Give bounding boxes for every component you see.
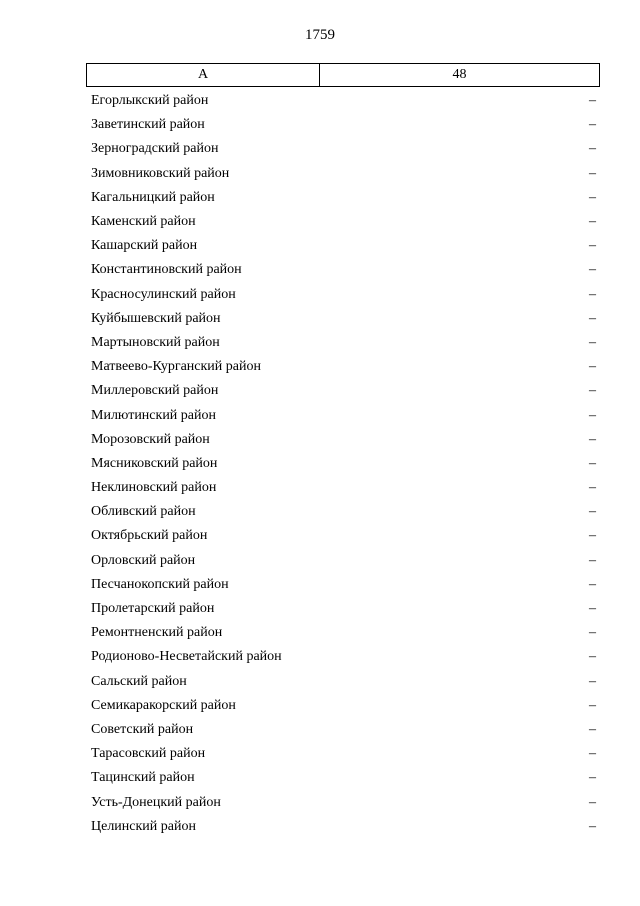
district-value: – bbox=[589, 238, 596, 254]
table-row bbox=[91, 766, 596, 790]
district-name: Целинский район bbox=[91, 818, 196, 834]
table-row bbox=[91, 186, 596, 210]
table-row bbox=[91, 476, 596, 500]
page-number: 1759 bbox=[305, 27, 335, 43]
district-name: Усть-Донецкий район bbox=[91, 794, 221, 810]
table-row bbox=[91, 500, 596, 524]
district-name: Куйбышевский район bbox=[91, 310, 221, 326]
table-row bbox=[91, 597, 596, 621]
district-name: Егорлыкский район bbox=[91, 93, 209, 109]
district-name: Обливский район bbox=[91, 504, 196, 520]
table-row bbox=[91, 790, 596, 814]
table-row bbox=[91, 645, 596, 669]
district-name: Морозовский район bbox=[91, 431, 210, 447]
table-row bbox=[91, 403, 596, 427]
table-row bbox=[91, 694, 596, 718]
district-value: – bbox=[589, 334, 596, 350]
district-value: – bbox=[589, 93, 596, 109]
table-row bbox=[91, 355, 596, 379]
district-name: Родионово-Несветайский район bbox=[91, 649, 282, 665]
district-value: – bbox=[589, 576, 596, 592]
district-value: – bbox=[589, 528, 596, 544]
district-name: Сальский район bbox=[91, 673, 187, 689]
table-row bbox=[91, 524, 596, 548]
table-row bbox=[91, 162, 596, 186]
district-name: Октябрьский район bbox=[91, 528, 208, 544]
table-header bbox=[86, 63, 600, 87]
table-row bbox=[91, 258, 596, 282]
district-name: Ремонтненский район bbox=[91, 625, 223, 641]
table-row bbox=[91, 307, 596, 331]
header-column-a: А bbox=[87, 64, 320, 86]
district-name: Неклиновский район bbox=[91, 480, 217, 496]
district-value: – bbox=[589, 286, 596, 302]
district-name: Матвеево-Курганский район bbox=[91, 359, 261, 375]
district-value: – bbox=[589, 697, 596, 713]
table-row bbox=[91, 113, 596, 137]
district-value: – bbox=[589, 770, 596, 786]
district-name: Орловский район bbox=[91, 552, 196, 568]
district-value: – bbox=[589, 504, 596, 520]
district-value: – bbox=[589, 141, 596, 157]
district-name: Заветинский район bbox=[91, 117, 205, 133]
table-row bbox=[91, 815, 596, 839]
district-value: – bbox=[589, 431, 596, 447]
district-value: – bbox=[589, 407, 596, 423]
table-row bbox=[91, 549, 596, 573]
district-value: – bbox=[589, 552, 596, 568]
district-name: Песчанокопский район bbox=[91, 576, 229, 592]
table-row bbox=[91, 89, 596, 113]
district-list bbox=[91, 89, 596, 839]
district-value: – bbox=[589, 310, 596, 326]
district-value: – bbox=[589, 794, 596, 810]
table-row bbox=[91, 137, 596, 161]
district-value: – bbox=[589, 117, 596, 133]
district-name: Миллеровский район bbox=[91, 383, 219, 399]
district-value: – bbox=[589, 625, 596, 641]
district-value: – bbox=[589, 480, 596, 496]
district-name: Тацинский район bbox=[91, 770, 195, 786]
table-row bbox=[91, 573, 596, 597]
district-name: Мартыновский район bbox=[91, 334, 220, 350]
header-column-48: 48 bbox=[452, 67, 467, 82]
table-row bbox=[91, 742, 596, 766]
district-name: Зерноградский район bbox=[91, 141, 219, 157]
district-name: Зимовниковский район bbox=[91, 165, 230, 181]
district-name: Кагальницкий район bbox=[91, 189, 215, 205]
table-row bbox=[91, 283, 596, 307]
district-name: Каменский район bbox=[91, 214, 196, 230]
district-name: Кашарский район bbox=[91, 238, 198, 254]
district-value: – bbox=[589, 649, 596, 665]
table-row bbox=[91, 428, 596, 452]
district-name: Советский район bbox=[91, 721, 194, 737]
district-value: – bbox=[589, 455, 596, 471]
district-value: – bbox=[589, 214, 596, 230]
district-name: Красносулинский район bbox=[91, 286, 236, 302]
district-value: – bbox=[589, 383, 596, 399]
district-name: Семикаракорский район bbox=[91, 697, 236, 713]
table-row bbox=[91, 331, 596, 355]
district-value: – bbox=[589, 746, 596, 762]
district-value: – bbox=[589, 673, 596, 689]
district-name: Милютинский район bbox=[91, 407, 217, 423]
district-name: Пролетарский район bbox=[91, 601, 215, 617]
table-row bbox=[91, 379, 596, 403]
table-row bbox=[91, 621, 596, 645]
district-value: – bbox=[589, 818, 596, 834]
district-value: – bbox=[589, 189, 596, 205]
table-row bbox=[91, 234, 596, 258]
district-value: – bbox=[589, 359, 596, 375]
table-row bbox=[91, 452, 596, 476]
table-row bbox=[91, 718, 596, 742]
district-value: – bbox=[589, 601, 596, 617]
district-name: Константиновский район bbox=[91, 262, 242, 278]
district-name: Мясниковский район bbox=[91, 455, 218, 471]
district-value: – bbox=[589, 721, 596, 737]
district-name: Тарасовский район bbox=[91, 746, 206, 762]
district-value: – bbox=[589, 262, 596, 278]
table-row bbox=[91, 670, 596, 694]
district-value: – bbox=[589, 165, 596, 181]
table-row bbox=[91, 210, 596, 234]
